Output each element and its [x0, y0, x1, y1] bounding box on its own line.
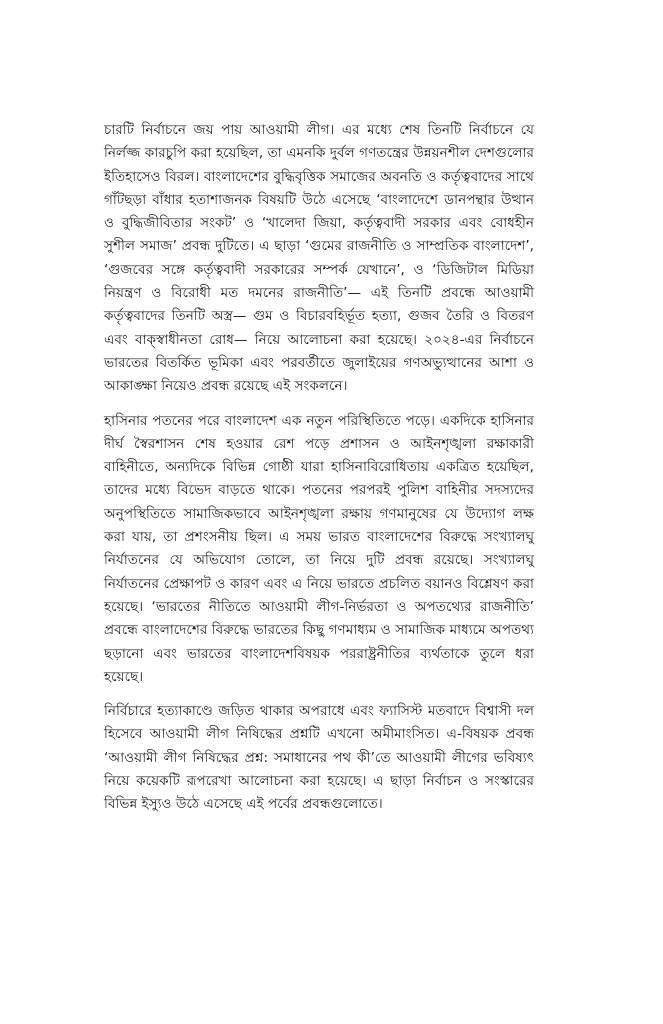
- body-text: [104, 119, 534, 817]
- paragraph-2: হাসিনার পতনের পরে বাংলাদেশ এক নতুন পরিস্থিতিতে পড়ে। একদিকে হাসিনার দীর্ঘ স্বৈরশাসন শেষ হওয়ার রেশ পড়ে প্রশাসন ও আইনশৃঙ্খলা রক্ষাকারী বাহিনীতে, অন্যদিকে বিভিন্ন গোষ্ঠী যারা হাসিনাবিরোধিতায় একত্রিত হয়েছিল, তাদের মধ্যে বিভেদ বাড়তে থাকে। পতনের পরপরই পুলিশ বাহিনীর সদস্যদের অনুপস্থিতিতে সামাজিকভাবে আইনশৃঙ্খলা রক্ষায় গণমানুষের যে উদ্যোগ লক্ষ করা যায়, তা প্রশংসনীয় ছিল। এ সময় ভারত বাংলাদেশের বিরুদ্ধে সংখ্যালঘু নির্যাতনের যে অভিযোগ তোলে, তা নিয়ে দুটি প্রবন্ধ রয়েছে। সংখ্যালঘু নির্যাতনের প্রেক্ষাপট ও কারণ এবং এ নিয়ে ভারতে প্রচলিত বয়ানও বিশ্লেষণ করা হয়েছে। ‘ভারতের নীতিতে আওয়ামী লীগ-নির্ভরতা ও অপতথ্যের রাজনীতি’ প্রবন্ধে বাংলাদেশের বিরুদ্ধে ভারতের কিছু গণমাধ্যম ও সামাজিক মাধ্যমে অপতথ্য ছড়ানো এবং ভারতের বাংলাদেশবিষয়ক পররাষ্ট্রনীতির ব্যর্থতাকে তুলে ধরা হয়েছে।: [104, 412, 534, 685]
- paragraph-1: চারটি নির্বাচনে জয় পায় আওয়ামী লীগ। এর মধ্যে শেষ তিনটি নির্বাচনে যে নির্লজ্জ কারচুপি করা হয়েছিল, তা এমনকি দুর্বল গণতন্ত্রের উন্নয়নশীল দেশগুলোর ইতিহাসেও বিরল। বাংলাদেশের বুদ্ধিবৃত্তিক সমাজের অবনতি ও কর্তৃত্ববাদের সাথে গাঁটছড়া বাঁধার হতাশাজনক বিষয়টি উঠে এসেছে ‘বাংলাদেশে ডানপন্থার উত্থান ও বুদ্ধিজীবিতার সংকট’ ও ‘খালেদা জিয়া, কর্তৃত্ববাদী সরকার এবং বোধহীন সুশীল সমাজ’ প্রবন্ধ দুটিতে। এ ছাড়া ‘গুমের রাজনীতি ও সাম্প্রতিক বাংলাদেশ’, ‘গুজবের সঙ্গে কর্তৃত্ববাদী সরকারের সম্পর্ক যেখানে’, ও ‘ডিজিটাল মিডিয়া নিয়ন্ত্রণ ও বিরোধী মত দমনের রাজনীতি’— এই তিনটি প্রবন্ধে আওয়ামী কর্তৃত্ববাদের তিনটি অস্ত্র— গুম ও বিচারবহির্ভূত হত্যা, গুজব তৈরি ও বিতরণ এবং বাক্‌স্বাধীনতা রোধ— নিয়ে আলোচনা করা হয়েছে। ২০২৪-এর নির্বাচনে ভারতের বিতর্কিত ভূমিকা এবং পরবর্তীতে জুলাইয়ের গণঅভ্যুত্থানের আশা ও আকাঙ্ক্ষা নিয়েও প্রবন্ধ রয়েছে এই সংকলনে।: [104, 122, 534, 395]
- paragraph-3: নির্বিচারে হত্যাকাণ্ডে জড়িত থাকার অপরাধে এবং ফ্যাসিস্ট মতবাদে বিশ্বাসী দল হিসেবে আওয়ামী লীগ নিষিদ্ধের প্রশ্নটি এখনো অমীমাংসিত। এ-বিষয়ক প্রবন্ধ ‘আওয়ামী লীগ নিষিদ্ধের প্রশ্ন: সমাধানের পথ কী’তে আওয়ামী লীগের ভবিষ্যৎ নিয়ে কয়েকটি রূপরেখা আলোচনা করা হয়েছে। এ ছাড়া নির্বাচন ও সংস্কারের বিভিন্ন ইস্যুও উঠে এসেছে এই পর্বের প্রবন্ধগুলোতে।: [104, 703, 534, 813]
